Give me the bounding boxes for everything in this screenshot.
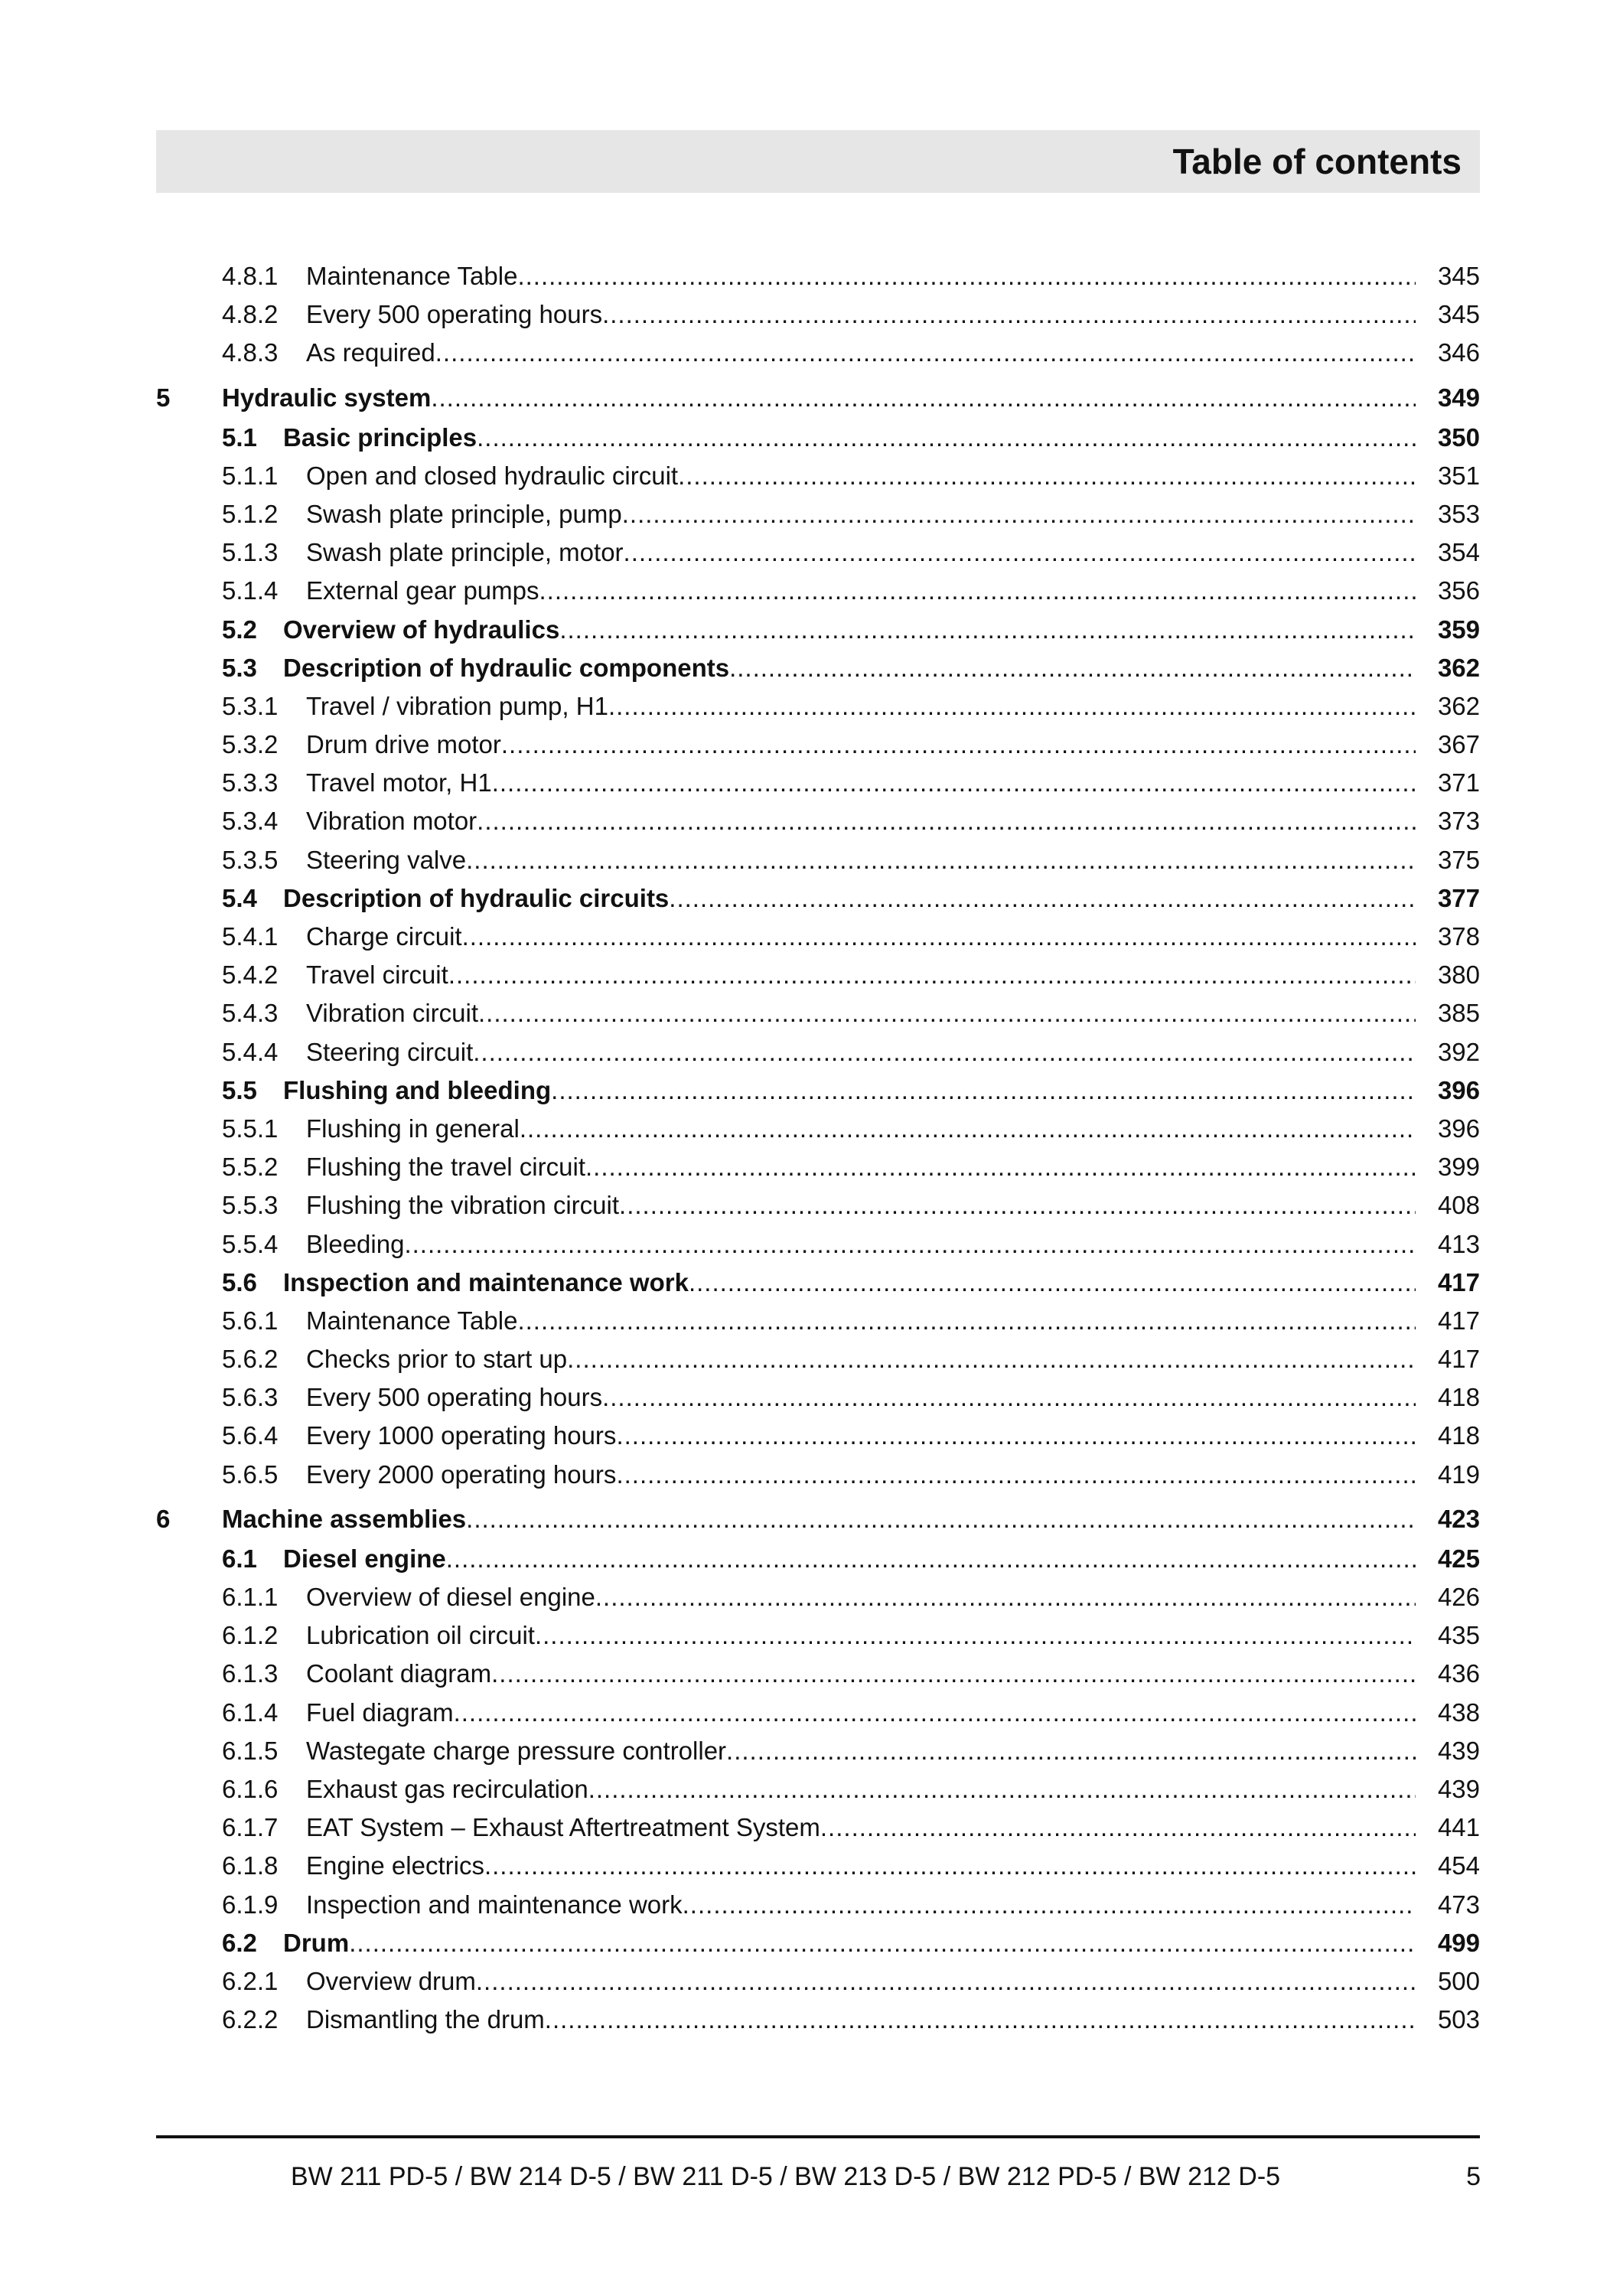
toc-entry-number: 6.1 [222,1544,257,1573]
header-bar [156,130,1480,193]
toc-entry-page: 367 [1437,730,1480,759]
dot-leader [551,1071,1416,1110]
toc-entry-number: 5 [156,383,171,412]
toc-entry-page: 345 [1437,300,1480,329]
toc-entry-number: 5.5.4 [222,1229,279,1258]
toc-entry-number: 5.6.3 [222,1383,279,1412]
toc-entry-section[interactable] [156,611,1480,649]
dot-leader [619,1186,1416,1225]
toc-entry-number: 6.1.7 [222,1813,279,1842]
toc-entry-title: Engine electrics [306,1851,484,1880]
toc-entry-sub[interactable] [156,1694,1480,1732]
toc-entry-page: 499 [1437,1928,1480,1957]
toc-entry-sub[interactable] [156,1225,1480,1264]
toc-entry-number: 5.6.5 [222,1459,279,1489]
toc-entry-section[interactable] [156,419,1480,457]
toc-entry-page: 419 [1437,1459,1480,1489]
dot-leader [602,1378,1416,1417]
toc-entry-page: 380 [1437,960,1480,990]
toc-entry-page: 399 [1437,1153,1480,1182]
toc-entry-number: 5.1.3 [222,538,279,567]
dot-leader [448,956,1416,994]
toc-entry-page: 439 [1437,1736,1480,1765]
toc-entry-page: 362 [1437,691,1480,720]
toc-entry-sub[interactable] [156,572,1480,610]
toc-entry-title: Checks prior to start up [306,1345,568,1374]
toc-entry-sub[interactable] [156,1186,1480,1225]
toc-entry-page: 425 [1437,1544,1480,1573]
dot-leader [517,1302,1416,1340]
toc-entry-sub[interactable] [156,956,1480,994]
toc-entry-title: Travel circuit [306,960,448,990]
toc-entry-title: EAT System – Exhaust Aftertreatment System [306,1813,820,1842]
toc-entry-sub[interactable] [156,295,1480,334]
toc-entry-page: 353 [1437,499,1480,528]
dot-leader [683,1886,1416,1924]
toc-entry-number: 5.1 [222,422,257,452]
toc-entry-title: Every 2000 operating hours [306,1459,617,1489]
toc-entry-title: As required [306,338,435,367]
toc-entry-title: Travel / vibration pump, H1 [306,691,608,720]
dot-leader [689,1264,1416,1302]
toc-entry-title: Drum drive motor [306,730,501,759]
toc-entry-number: 6.1.2 [222,1621,279,1650]
dot-leader [462,918,1416,956]
toc-entry-page: 345 [1437,262,1480,290]
toc-entry-page: 350 [1437,422,1480,452]
dot-leader [678,457,1416,495]
toc-entry-page: 349 [1437,383,1480,412]
toc-entry-number: 5.5.3 [222,1191,279,1220]
toc-entry-sub[interactable] [156,1578,1480,1616]
toc-entry-title: Travel motor, H1 [306,768,492,797]
toc-entry-title: Overview of diesel engine [306,1583,595,1611]
toc-entry-title: Flushing and bleeding [283,1075,552,1104]
toc-entry-title: Every 500 operating hours [306,300,603,329]
toc-entry-sub[interactable] [156,687,1480,726]
toc-entry-number: 6.1.1 [222,1583,279,1611]
toc-entry-section[interactable] [156,649,1480,687]
toc-entry-number: 5.5.2 [222,1153,279,1182]
toc-entry-page: 503 [1437,2005,1480,2034]
toc-entry-page: 351 [1437,461,1480,490]
toc-entry-number: 5.4 [222,883,257,912]
toc-entry-title: Flushing the vibration circuit [306,1191,620,1220]
toc-entry-sub[interactable] [156,1732,1480,1770]
toc-entry-number: 5.3 [222,653,257,682]
toc-entry-number: 5.1.1 [222,461,279,490]
toc-entry-title: Open and closed hydraulic circuit [306,461,679,490]
toc-entry-title: Overview of hydraulics [283,615,560,644]
toc-entry-title: Steering circuit [306,1037,474,1066]
toc-entry-title: Swash plate principle, pump [306,499,622,528]
dot-leader [602,295,1416,334]
dot-leader [477,419,1416,457]
toc-entry-sub[interactable] [156,802,1480,840]
toc-entry-number: 6.1.8 [222,1851,279,1880]
toc-entry-section[interactable] [156,1924,1480,1962]
dot-leader [466,1500,1416,1538]
toc-entry-page: 436 [1437,1659,1480,1688]
dot-leader [559,611,1416,649]
toc-entry-number: 4.8.3 [222,338,279,367]
dot-leader [729,649,1416,687]
toc-entry-sub[interactable] [156,841,1480,879]
toc-entry-title: Maintenance Table [306,262,518,290]
toc-entry-page: 473 [1437,1890,1480,1919]
toc-entry-page: 438 [1437,1698,1480,1727]
toc-entry-title: Description of hydraulic components [283,653,730,682]
toc-entry-page: 413 [1437,1229,1480,1258]
dot-leader [473,1033,1416,1071]
footer-divider [156,2135,1480,2138]
toc-entry-title: Description of hydraulic circuits [283,883,670,912]
dot-leader [435,334,1416,372]
toc-entry-page: 346 [1437,338,1480,367]
footer-models: BW 211 PD-5 / BW 214 D-5 / BW 211 D-5 / BW 213 D-5 / BW 212 PD-5 / BW 212 D-5 [291,2162,1281,2191]
dot-leader [535,1616,1416,1655]
toc-entry-number: 5.5 [222,1075,257,1104]
toc-entry-title: Coolant diagram [306,1659,492,1688]
toc-entry-number: 5.3.1 [222,691,279,720]
toc-entry-title: Flushing the travel circuit [306,1153,585,1182]
toc-entry-title: Every 500 operating hours [306,1383,603,1412]
toc-entry-number: 6.1.3 [222,1659,279,1688]
toc-entry-title: Vibration motor [306,807,477,836]
toc-entry-number: 5.2 [222,615,257,644]
toc-entry-title: Flushing in general [306,1114,520,1143]
toc-entry-page: 426 [1437,1583,1480,1611]
toc-entry-title: Wastegate charge pressure controller [306,1736,727,1765]
toc-entry-page: 441 [1437,1813,1480,1842]
dot-leader [446,1540,1416,1578]
toc-entry-number: 5.3.2 [222,730,279,759]
toc-entry-sub[interactable] [156,1302,1480,1340]
dot-leader [616,1456,1416,1494]
toc-entry-sub[interactable] [156,2001,1480,2039]
toc-entry-title: Every 1000 operating hours [306,1421,617,1450]
dot-leader [484,1847,1416,1885]
toc-entry-sub[interactable] [156,457,1480,495]
toc-entry-sub[interactable] [156,764,1480,802]
toc-entry-page: 417 [1437,1345,1480,1374]
toc-entry-title: Fuel diagram [306,1698,454,1727]
toc-entry-sub[interactable] [156,726,1480,764]
toc-entry-page: 417 [1437,1267,1480,1296]
dot-leader [567,1340,1416,1378]
toc-entry-number: 6.1.4 [222,1698,279,1727]
toc-entry-page: 371 [1437,768,1480,797]
page-title: Table of contents [1172,142,1462,181]
toc-entry-sub[interactable] [156,1616,1480,1655]
dot-leader [585,1148,1416,1186]
toc-entry-number: 5.6.4 [222,1421,279,1450]
toc-entry-page: 375 [1437,845,1480,874]
toc-entry-section[interactable] [156,879,1480,918]
toc-entry-title: Overview drum [306,1966,476,1995]
toc-entry-number: 6 [156,1504,171,1533]
toc-entry-number: 5.4.1 [222,922,279,951]
dot-leader [517,257,1416,295]
toc-entry-section[interactable] [156,1264,1480,1302]
dot-leader [478,994,1416,1032]
toc-entry-sub[interactable] [156,1886,1480,1924]
toc-entry-number: 4.8.2 [222,300,279,329]
toc-entry-page: 417 [1437,1306,1480,1335]
toc-entry-page: 454 [1437,1851,1480,1880]
toc-entry-sub[interactable] [156,257,1480,295]
toc-entry-number: 6.1.9 [222,1890,279,1919]
toc-entry-number: 6.2.1 [222,1966,279,1995]
toc-entry-title: Bleeding [306,1229,405,1258]
dot-leader [588,1770,1416,1808]
toc-entry-number: 5.3.3 [222,768,279,797]
footer-page-number: 5 [1466,2162,1481,2191]
toc-entry-page: 500 [1437,1966,1480,1995]
toc-entry-number: 5.6.2 [222,1345,279,1374]
dot-leader [492,764,1416,802]
toc-entry-title: Vibration circuit [306,999,478,1028]
toc-entry-number: 5.6.1 [222,1306,279,1335]
toc-entry-sub[interactable] [156,1417,1480,1455]
dot-leader [520,1110,1416,1148]
dot-leader [622,495,1416,533]
toc-entry-title: Hydraulic system [222,383,432,412]
toc-entry-sub[interactable] [156,1770,1480,1808]
toc-entry-number: 5.6 [222,1267,257,1296]
table-of-contents [156,257,1480,2039]
dot-leader [726,1732,1416,1770]
toc-entry-section[interactable] [156,1540,1480,1578]
toc-entry-number: 6.1.6 [222,1774,279,1803]
toc-entry-sub[interactable] [156,1110,1480,1148]
toc-entry-sub[interactable] [156,1378,1480,1417]
toc-entry-sub[interactable] [156,1148,1480,1186]
dot-leader [545,2001,1416,2039]
toc-entry-page: 378 [1437,922,1480,951]
toc-entry-number: 6.1.5 [222,1736,279,1765]
toc-entry-number: 5.3.4 [222,807,279,836]
toc-entry-page: 362 [1437,653,1480,682]
dot-leader [820,1808,1416,1847]
dot-leader [539,572,1416,610]
toc-entry-page: 392 [1437,1037,1480,1066]
dot-leader [608,687,1416,726]
toc-entry-title: Machine assemblies [222,1504,467,1533]
toc-entry-sub[interactable] [156,994,1480,1032]
toc-entry-title: Exhaust gas recirculation [306,1774,588,1803]
toc-entry-page: 435 [1437,1621,1480,1650]
toc-entry-number: 5.1.2 [222,499,279,528]
toc-entry-title: Steering valve [306,845,467,874]
toc-entry-number: 6.2 [222,1928,257,1957]
dot-leader [454,1694,1416,1732]
toc-entry-number: 5.5.1 [222,1114,279,1143]
toc-entry-page: 418 [1437,1383,1480,1412]
dot-leader [616,1417,1416,1455]
toc-entry-number: 6.2.2 [222,2005,279,2034]
toc-entry-title: Drum [283,1928,350,1957]
toc-entry-title: Inspection and maintenance work [283,1267,689,1296]
toc-entry-section[interactable] [156,1071,1480,1110]
toc-entry-page: 354 [1437,538,1480,567]
toc-entry-sub[interactable] [156,1340,1480,1378]
toc-entry-page: 408 [1437,1191,1480,1220]
toc-entry-title: Basic principles [283,422,477,452]
toc-entry-number: 4.8.1 [222,262,279,290]
toc-entry-number: 5.4.4 [222,1037,279,1066]
dot-leader [669,879,1416,918]
dot-leader [476,1962,1416,2001]
toc-entry-page: 418 [1437,1421,1480,1450]
toc-entry-sub[interactable] [156,495,1480,533]
dot-leader [431,379,1416,417]
dot-leader [501,726,1416,764]
toc-entry-sub[interactable] [156,1847,1480,1885]
toc-entry-number: 5.1.4 [222,576,279,605]
toc-entry-page: 377 [1437,883,1480,912]
toc-entry-sub[interactable] [156,334,1480,372]
toc-entry-sub[interactable] [156,1033,1480,1071]
toc-entry-title: Inspection and maintenance work [306,1890,683,1919]
toc-entry-sub[interactable] [156,1456,1480,1494]
toc-entry-sub[interactable] [156,918,1480,956]
toc-entry-sub[interactable] [156,1962,1480,2001]
toc-entry-title: Maintenance Table [306,1306,518,1335]
toc-entry-page: 356 [1437,576,1480,605]
toc-entry-page: 396 [1437,1075,1480,1104]
dot-leader [491,1655,1416,1693]
toc-entry-title: External gear pumps [306,576,539,605]
toc-entry-sub[interactable] [156,1655,1480,1693]
dot-leader [349,1924,1416,1962]
toc-entry-sub[interactable] [156,533,1480,572]
toc-entry-number: 5.4.2 [222,960,279,990]
dot-leader [404,1225,1416,1264]
dot-leader [477,802,1416,840]
toc-entry-page: 359 [1437,615,1480,644]
toc-entry-title: Swash plate principle, motor [306,538,624,567]
toc-entry-title: Dismantling the drum [306,2005,545,2034]
dot-leader [624,533,1416,572]
toc-entry-title: Lubrication oil circuit [306,1621,535,1650]
toc-entry-page: 396 [1437,1114,1480,1143]
toc-entry-page: 439 [1437,1774,1480,1803]
toc-entry-title: Charge circuit [306,922,462,951]
dot-leader [595,1578,1416,1616]
toc-entry-page: 423 [1437,1504,1480,1533]
toc-entry-page: 373 [1437,807,1480,836]
toc-entry-chapter[interactable] [156,379,1480,419]
toc-entry-title: Diesel engine [283,1544,446,1573]
toc-entry-page: 385 [1437,999,1480,1028]
toc-entry-chapter[interactable] [156,1500,1480,1540]
dot-leader [466,841,1416,879]
toc-entry-sub[interactable] [156,1808,1480,1847]
toc-entry-number: 5.4.3 [222,999,279,1028]
toc-entry-number: 5.3.5 [222,845,279,874]
